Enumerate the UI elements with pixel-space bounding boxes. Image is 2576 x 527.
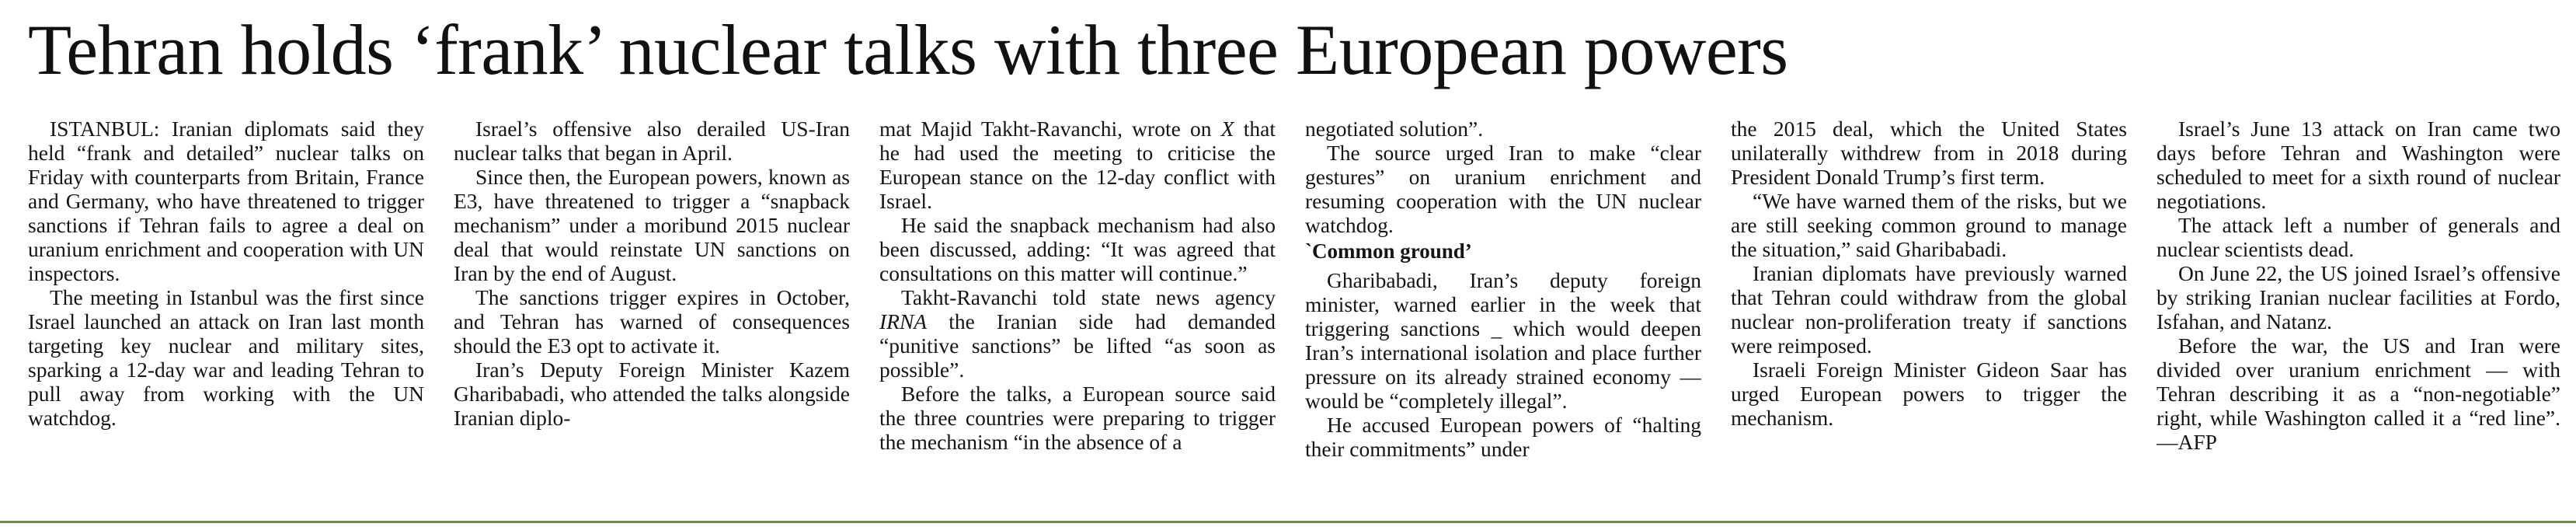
- paragraph: Since then, the European powers, known as E3, have threatened to trigger a “snapback mechanism” under a moribund 2015 nuclear deal that would reinstate UN sanctions on Iran by the end of August.: [454, 165, 850, 285]
- paragraph: Gharibabadi, Iran’s deputy foreign minister, warned earlier in the week that triggering sanctions _ which would deepen Iran’s international isolation and place further pressure on its already strained economy — would be “completely illegal”.: [1305, 268, 1701, 413]
- article-column-2: [454, 117, 850, 515]
- article-body: [0, 117, 2576, 515]
- paragraph: the 2015 deal, which the United States unilaterally withdrew from in 2018 during President Donald Trump’s first term.: [1731, 117, 2127, 189]
- article-column-3: [879, 117, 1276, 515]
- article-column-6: [2157, 117, 2560, 515]
- paragraph: negotiated solution”.: [1305, 117, 1484, 141]
- paragraph: Before the talks, a European source said the three countries were preparing to trigger the mechanism “in the absence of a: [879, 382, 1276, 454]
- paragraph: Iran’s Deputy Foreign Minister Kazem Gharibabadi, who attended the talks alongside Iranian diplo-: [454, 358, 850, 430]
- paragraph: The source urged Iran to make “clear gestures” on uranium enrichment and resuming cooperation with the UN nuclear watchdog.: [1305, 141, 1701, 237]
- paragraph: [879, 285, 1276, 382]
- text-run: the Iranian side had demanded “punitive sanctions” be lifted “as soon as possible”.: [879, 309, 1276, 382]
- paragraph: He said the snapback mechanism had also been discussed, adding: “It was agreed that consultations on this matter will continue.”: [879, 213, 1276, 285]
- headline: Tehran holds ‘frank’ nuclear talks with three European powers: [28, 10, 1788, 89]
- article-column-1: [28, 117, 424, 515]
- text-run: mat Majid Takht-Ravanchi, wrote on: [879, 117, 1221, 141]
- paragraph: Israeli Foreign Minister Gideon Saar has urged European powers to trigger the mechanism.: [1731, 358, 2127, 430]
- paragraph: Iranian diplomats have previously warned that Tehran could withdraw from the global nuclear non-proliferation treaty if sanctions were reimposed.: [1731, 261, 2127, 358]
- paragraph: Israel’s offensive also derailed US-Iran nuclear talks that began in April.: [454, 117, 850, 165]
- text-run: that he had used the meeting to criticise the European stance on the 12-day conflict with Israel.: [879, 117, 1276, 213]
- paragraph: ISTANBUL: Iranian diplomats said they held “frank and detailed” nuclear talks on Friday with counterparts from Britain, France and Germany, who have threatened to trigger sanctions if Tehran fails to agree a deal on uranium enrichment and cooperation with UN inspectors.: [28, 117, 424, 285]
- article-column-4: [1305, 117, 1701, 515]
- paragraph: [879, 117, 1276, 213]
- text-run: Takht-Ravanchi told state news agency: [901, 285, 1276, 309]
- paragraph: He accused European powers of “halting their commitments” under: [1305, 413, 1701, 461]
- platform-name: X: [1220, 117, 1234, 141]
- paragraph: Israel’s June 13 attack on Iran came two days before Tehran and Washington were scheduled to meet for a sixth round of nuclear negotiations.: [2157, 117, 2560, 213]
- article-column-5: [1731, 117, 2127, 515]
- paragraph: On June 22, the US joined Israel’s offensive by striking Iranian nuclear facilities at Fordo, Isfahan, and Natanz.: [2157, 261, 2560, 333]
- paragraph: The meeting in Istanbul was the first since Israel launched an attack on Iran last month targeting key nuclear and military sites, sparking a 12-day war and leading Tehran to pull away from working with the UN watchdog.: [28, 285, 424, 430]
- paragraph: Before the war, the US and Iran were divided over uranium enrichment — with Tehran describing it as a “non-negotiable” right, while Washington called it a “red line”.—AFP: [2157, 333, 2560, 454]
- bottom-rule: [0, 521, 2576, 523]
- subheading: `Common ground’: [1305, 239, 1472, 263]
- paragraph: “We have warned them of the risks, but we are still seeking common ground to manage the situation,” said Gharibabadi.: [1731, 189, 2127, 261]
- paragraph: The attack left a number of generals and nuclear scientists dead.: [2157, 213, 2560, 261]
- agency-name: IRNA: [879, 309, 928, 333]
- paragraph: The sanctions trigger expires in October, and Tehran has warned of consequences should the E3 opt to activate it.: [454, 285, 850, 358]
